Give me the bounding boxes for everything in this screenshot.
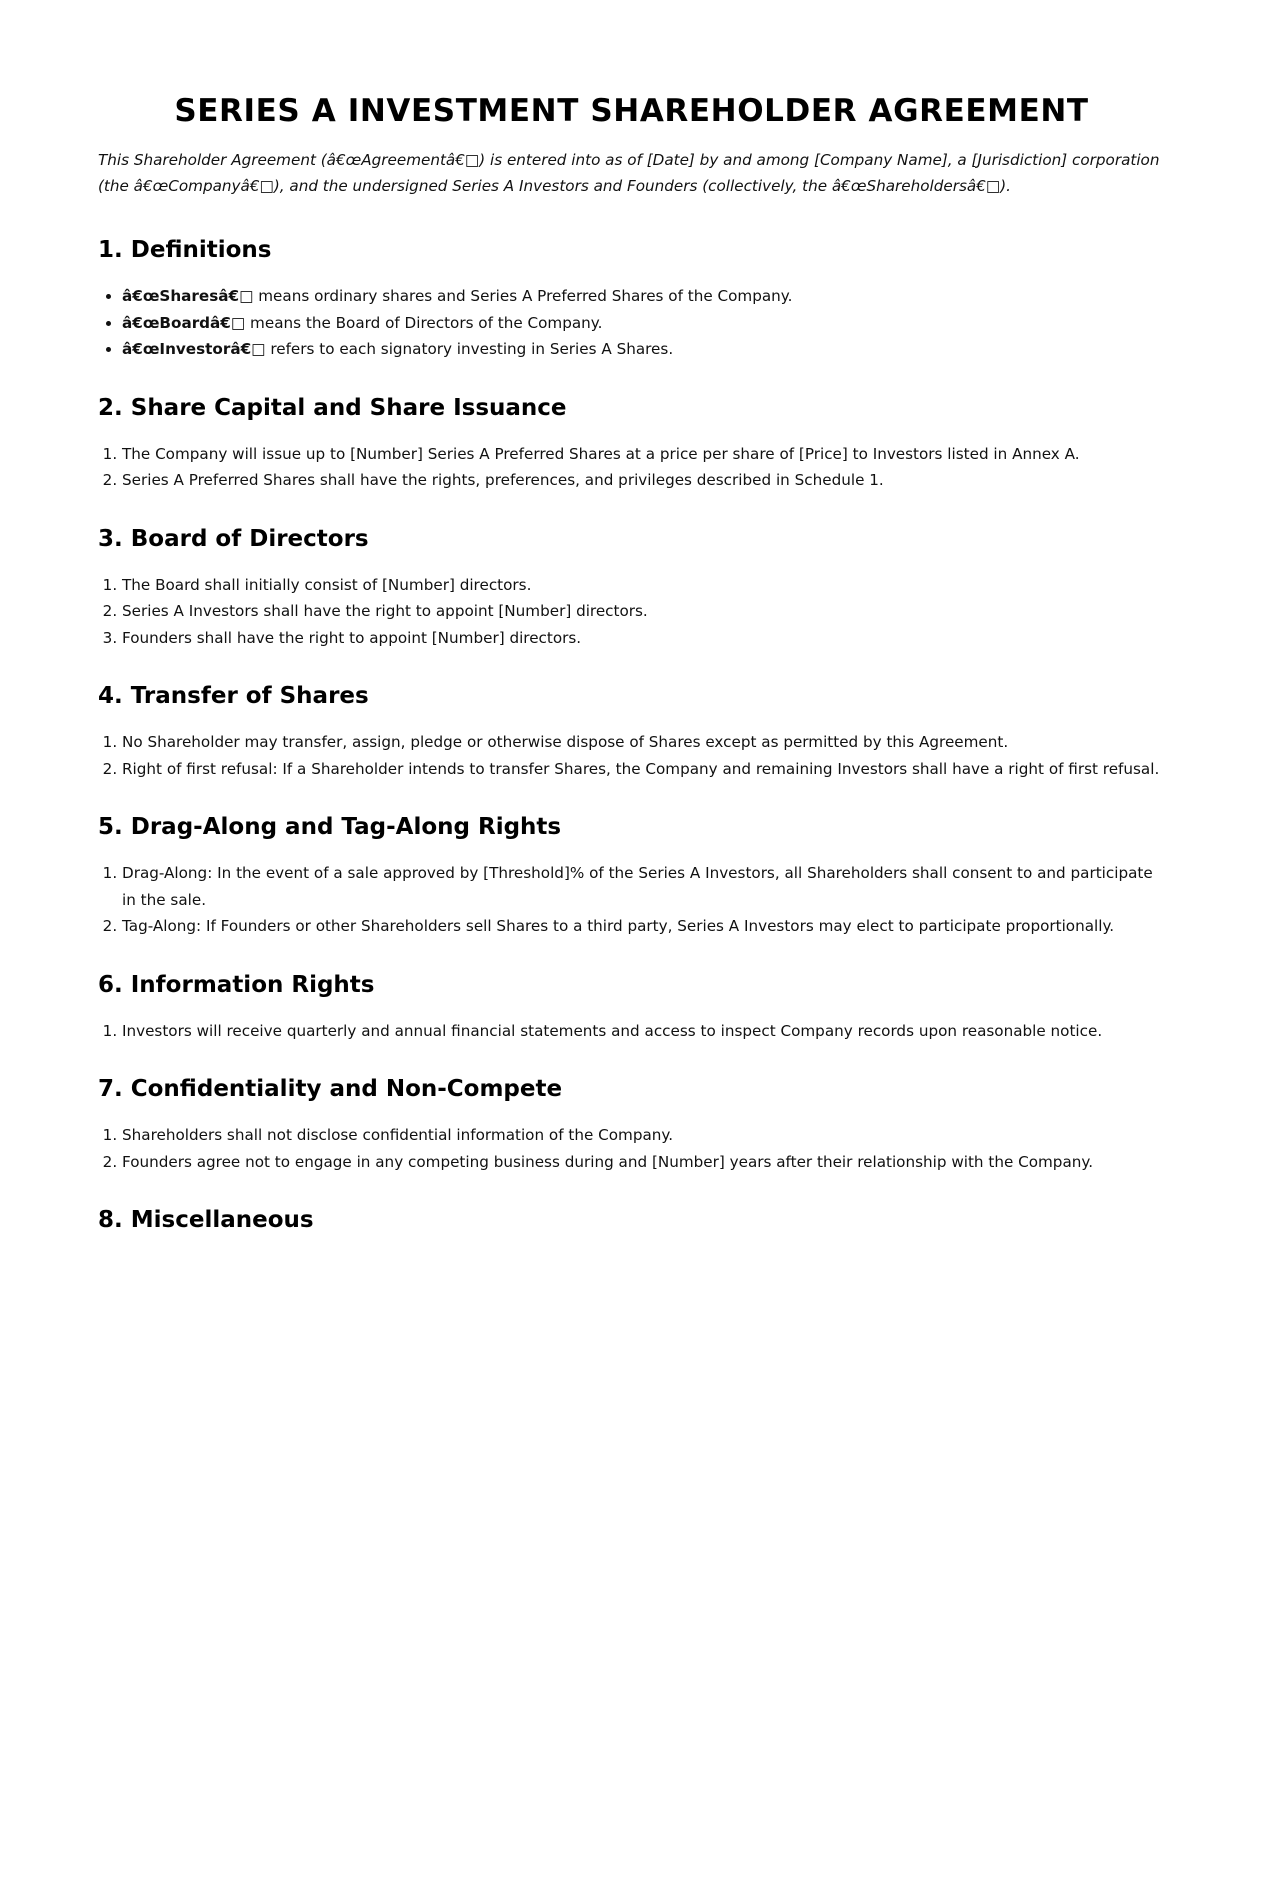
clause-item: 2. Founders agree not to engage in any competing business during and [Number] years after their relationship with the Company.: [122, 1149, 1165, 1176]
clause-list: [98, 1018, 1165, 1045]
definition-text: means ordinary shares and Series A Preferred Shares of the Company.: [253, 287, 793, 305]
clause-item: 1. Drag-Along: In the event of a sale approved by [Threshold]% of the Series A Investors, all Shareholders shall consent to and participate in the sale.: [122, 860, 1165, 913]
section-heading: 1. Definitions: [98, 237, 272, 263]
intro-paragraph: This Shareholder Agreement (â€œAgreementâ€□) is entered into as of [Date] by and among [Company Name], a [Jurisdiction] corporation (the â€œCompanyâ€□), and the undersigned Series A Investors and Founders (collectively, the â€œShareholdersâ€□).: [98, 151, 1160, 195]
clause-list: [98, 441, 1165, 494]
clause-list: [98, 729, 1165, 782]
definition-term: â€œSharesâ€□: [122, 287, 254, 305]
section-heading: 3. Board of Directors: [98, 525, 369, 552]
definition-text: refers to each signatory investing in Series A Shares.: [265, 340, 674, 358]
clause-item: 2. Series A Investors shall have the right to appoint [Number] directors.: [122, 598, 1165, 625]
section-heading: 6. Information Rights: [98, 971, 375, 998]
clause-item: 1. The Company will issue up to [Number] Series A Preferred Shares at a price per share of [Price] to Investors listed in Annex A.: [122, 441, 1165, 468]
clause-item: 1. No Shareholder may transfer, assign, pledge or otherwise dispose of Shares except as permitted by this Agreement.: [122, 729, 1165, 756]
section-transfer-of-shares: [98, 681, 1165, 782]
section-heading: 8. Miscellaneous: [98, 1207, 314, 1233]
definition-item: [122, 336, 1165, 363]
section-miscellaneous: [98, 1205, 1165, 1235]
section-heading: 7. Confidentiality and Non-Compete: [98, 1076, 563, 1102]
clause-item: 2. Series A Preferred Shares shall have the rights, preferences, and privileges described in Schedule 1.: [122, 467, 1165, 494]
clause-item: 2. Right of first refusal: If a Shareholder intends to transfer Shares, the Company and remaining Investors shall have a right of first refusal.: [122, 756, 1165, 783]
clause-item: 3. Founders shall have the right to appoint [Number] directors.: [122, 625, 1165, 652]
clause-list: [98, 572, 1165, 652]
clause-list: [98, 860, 1165, 940]
section-share-capital: [98, 393, 1165, 494]
definition-term: â€œBoardâ€□: [122, 313, 246, 332]
clause-item: 2. Tag-Along: If Founders or other Shareholders sell Shares to a third party, Series A Investors may elect to participate proportionally.: [122, 913, 1165, 940]
document-title: SERIES A INVESTMENT SHAREHOLDER AGREEMENT: [174, 93, 1089, 129]
clause-item: 1. Shareholders shall not disclose confidential information of the Company.: [122, 1122, 1165, 1149]
section-definitions: [98, 235, 1165, 363]
clause-item: 1. The Board shall initially consist of [Number] directors.: [122, 572, 1165, 599]
definition-term: â€œInvestorâ€□: [122, 340, 266, 358]
section-heading: 4. Transfer of Shares: [98, 683, 369, 709]
section-information-rights: [98, 970, 1165, 1045]
clause-list: [98, 1122, 1165, 1175]
definition-item: [122, 310, 1165, 337]
section-board-of-directors: [98, 524, 1165, 652]
definitions-list: [98, 283, 1165, 363]
definition-text: means the Board of Directors of the Company.: [245, 313, 603, 332]
section-drag-tag-along: [98, 812, 1165, 940]
clause-item: 1. Investors will receive quarterly and annual financial statements and access to inspect Company records upon reasonable notice.: [122, 1018, 1165, 1045]
section-confidentiality: [98, 1074, 1165, 1175]
definition-item: [122, 283, 1165, 310]
section-heading: 5. Drag-Along and Tag-Along Rights: [98, 814, 562, 840]
section-heading: 2. Share Capital and Share Issuance: [98, 394, 567, 421]
